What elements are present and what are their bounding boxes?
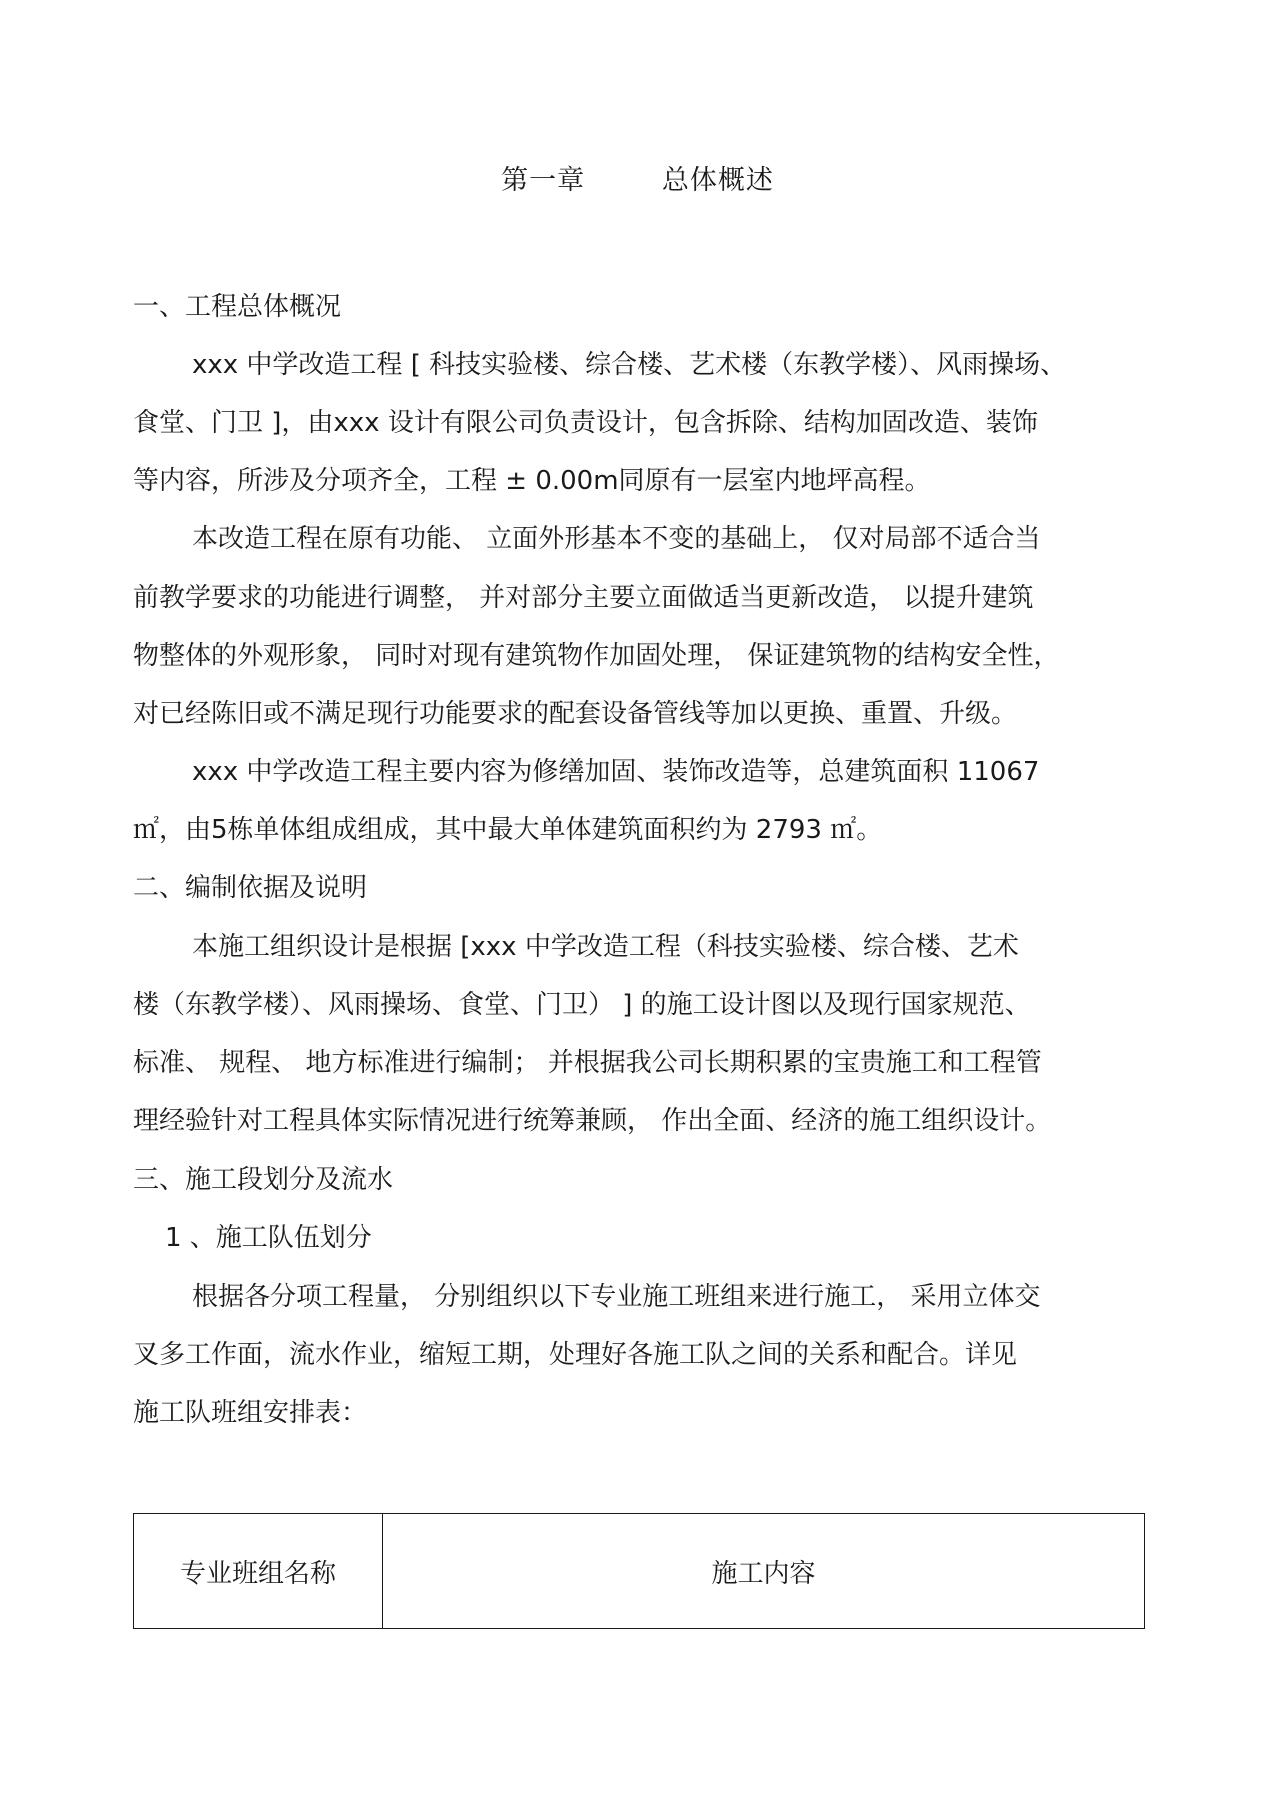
paragraph-line: 本施工组织设计是根据 [xxx 中学改造工程（科技实验楼、综合楼、艺术 <box>192 932 1019 962</box>
paragraph-line: 等内容，所涉及分项齐全，工程 ± 0.00m同原有一层室内地坪高程。 <box>133 466 931 496</box>
paragraph-line: 楼（东教学楼）、风雨操场、食堂、门卫） ] 的施工设计图以及现行国家规范、 <box>133 990 1031 1020</box>
paragraph-line: 对已经陈旧或不满足现行功能要求的配套设备管线等加以更换、重置、升级。 <box>133 699 1018 729</box>
paragraph-line: 食堂、门卫 ]，由xxx 设计有限公司负责设计，包含拆除、结构加固改造、装饰 <box>133 408 1038 438</box>
paragraph-line: 施工队班组安排表： <box>133 1398 368 1428</box>
table-header-team-name: 专业班组名称 <box>134 1514 383 1629</box>
subsection-heading: 1 、施工队伍划分 <box>165 1223 372 1253</box>
section-heading-1: 一、工程总体概况 <box>133 292 342 322</box>
paragraph-line: 理经验针对工程具体实际情况进行统筹兼顾， 作出全面、经济的施工组织设计。 <box>133 1106 1052 1136</box>
team-arrangement-table <box>133 1513 1145 1629</box>
chapter-title: 第一章 总体概述 <box>501 165 774 196</box>
section-heading-2: 二、编制依据及说明 <box>133 873 368 903</box>
table-header-work-content: 施工内容 <box>383 1514 1145 1629</box>
paragraph-line: 叉多工作面，流水作业，缩短工期，处理好各施工队之间的关系和配合。详见 <box>133 1340 1018 1370</box>
paragraph-line: 前教学要求的功能进行调整， 并对部分主要立面做适当更新改造， 以提升建筑 <box>133 583 1034 613</box>
paragraph-line: 本改造工程在原有功能、 立面外形基本不变的基础上， 仅对局部不适合当 <box>192 524 1041 554</box>
section-heading-3: 三、施工段划分及流水 <box>133 1165 394 1195</box>
table-row <box>134 1514 1145 1629</box>
paragraph-line: xxx 中学改造工程 [ 科技实验楼、综合楼、艺术楼（东教学楼）、风雨操场、 <box>192 350 1067 380</box>
paragraph-line: 根据各分项工程量， 分别组织以下专业施工班组来进行施工， 采用立体交 <box>192 1282 1041 1312</box>
paragraph-line: ㎡，由5栋单体组成组成，其中最大单体建筑面积约为 2793 ㎡。 <box>133 815 883 845</box>
paragraph-line: 标准、 规程、 地方标准进行编制； 并根据我公司长期积累的宝贵施工和工程管 <box>133 1048 1042 1078</box>
paragraph-line: 物整体的外观形象， 同时对现有建筑物作加固处理， 保证建筑物的结构安全性， <box>133 641 1060 671</box>
paragraph-line: xxx 中学改造工程主要内容为修缮加固、装饰改造等，总建筑面积 11067 <box>192 757 1040 787</box>
